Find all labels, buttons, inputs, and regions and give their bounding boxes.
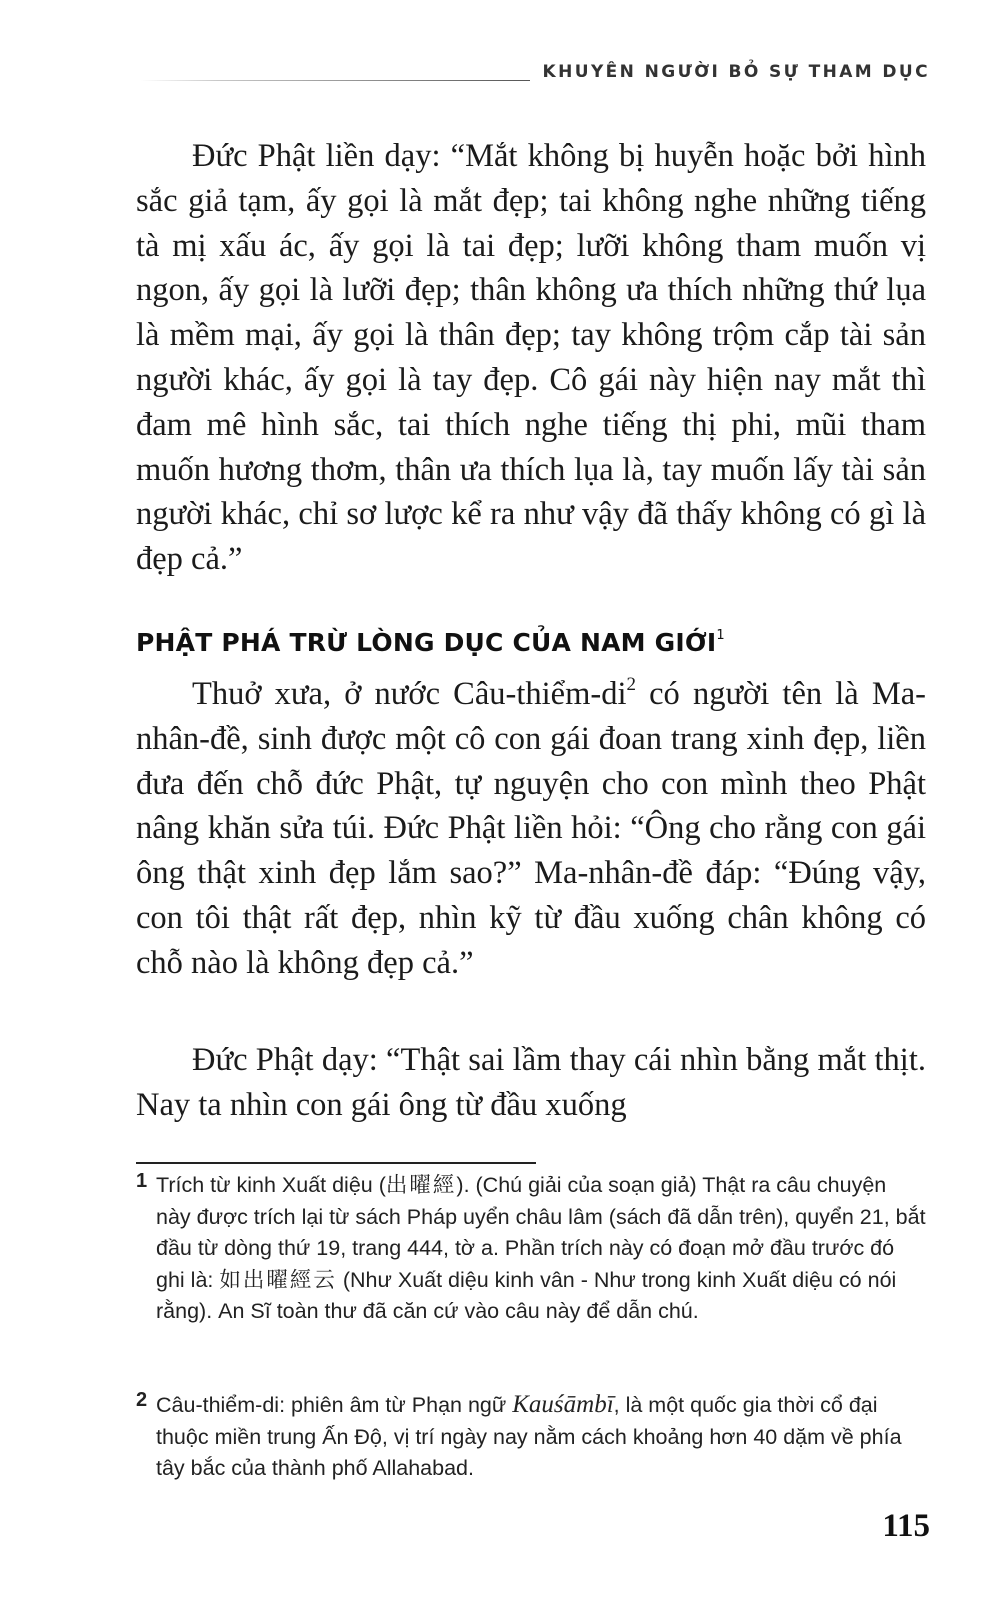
section-heading bbox=[136, 628, 725, 657]
page-number: 115 bbox=[882, 1508, 930, 1544]
section-heading-text: PHẬT PHÁ TRỪ LÒNG DỤC CỦA NAM GIỚI bbox=[136, 628, 717, 657]
footnote-text bbox=[156, 1389, 926, 1485]
header-rule bbox=[140, 80, 530, 81]
footnote bbox=[136, 1170, 926, 1328]
footnote-separator bbox=[136, 1162, 536, 1164]
footnote-number: 2 bbox=[136, 1389, 148, 1411]
sanskrit-term: Kauśāmbī bbox=[512, 1391, 614, 1418]
running-header bbox=[140, 58, 930, 88]
footnote-text-part: Câu-thiểm-di: phiên âm từ Phạn ngữ bbox=[156, 1393, 513, 1417]
footnote-number: 1 bbox=[136, 1170, 148, 1192]
running-title: KHUYÊN NGƯỜI BỎ SỰ THAM DỤC bbox=[542, 62, 930, 82]
footnote-ref-1: 1 bbox=[716, 628, 725, 643]
footnote-text-part: ). (Chú giải của soạn giả) Thật ra câu chuyện này được trích lại từ sách Pháp uyển châu lâm (sách đã dẫn trên), quyển 21, bắt đầu từ dòng thứ 19, trang 444, tờ a. Phần trích này có đoạn mở đầu trước đó ghi là: bbox=[156, 1173, 926, 1292]
paragraph-text: có người tên là Ma-nhân-đề, sinh được một cô con gái đoan trang xinh đẹp, liền đưa đến chỗ đức Phật, tự nguyện cho con mình theo Phật nâng khăn sửa túi. Đức Phật liền hỏi: “Ông cho rằng con gái ông thật xinh đẹp lắm sao?” Ma-nhân-đề đáp: “Đúng vậy, con tôi thật rất đẹp, nhìn kỹ từ đầu xuống chân không có chỗ nào là không đẹp cả.” bbox=[136, 676, 926, 981]
footnote-text bbox=[156, 1170, 926, 1328]
paragraph-text: Thuở xưa, ở nước Câu-thiểm-di bbox=[192, 676, 627, 712]
body-paragraph: Đức Phật dạy: “Thật sai lầm thay cái nhìn bằng mắt thịt. Nay ta nhìn con gái ông từ đầu xuống bbox=[136, 1042, 926, 1123]
chinese-title: 出曜經 bbox=[385, 1173, 457, 1198]
footnote-text-part: Trích từ kinh Xuất diệu ( bbox=[156, 1173, 386, 1197]
body-paragraph: Đức Phật liền dạy: “Mắt không bị huyễn hoặc bởi hình sắc giả tạm, ấy gọi là mắt đẹp; tai không nghe những tiếng tà mị xấu ác, ấy gọi là tai đẹp; lưỡi không tham muốn vị ngon, ấy gọi là lưỡi đẹp; thân không ưa thích những thứ lụa là mềm mại, ấy gọi là thân đẹp; tay không trộm cắp tài sản người khác, ấy gọi là tay đẹp. Cô gái này hiện nay mắt thì đam mê hình sắc, tai thích nghe tiếng thị phi, mũi tham muốn hương thơm, thân ưa thích lụa là, tay muốn lấy tài sản người khác, chỉ sơ lược kể ra như vậy đã thấy không có gì là đẹp cả.” bbox=[136, 138, 926, 578]
body-paragraph bbox=[136, 672, 926, 986]
chinese-quote: 如出曜經云 bbox=[219, 1267, 337, 1293]
footnote-text-part: , là một quốc gia thời cổ đại thuộc miền trung Ấn Độ, vị trí ngày nay nằm cách khoảng hơn 40 dặm về phía tây bắc của thành phố Allahabad. bbox=[156, 1393, 902, 1480]
footnote bbox=[136, 1389, 926, 1485]
footnote-ref-2: 2 bbox=[626, 674, 636, 695]
footnote-text-part: (Như Xuất diệu kinh vân - Như trong kinh Xuất diệu có nói rằng). An Sĩ toàn thư đã căn cứ vào câu này để dẫn chú. bbox=[156, 1267, 897, 1323]
